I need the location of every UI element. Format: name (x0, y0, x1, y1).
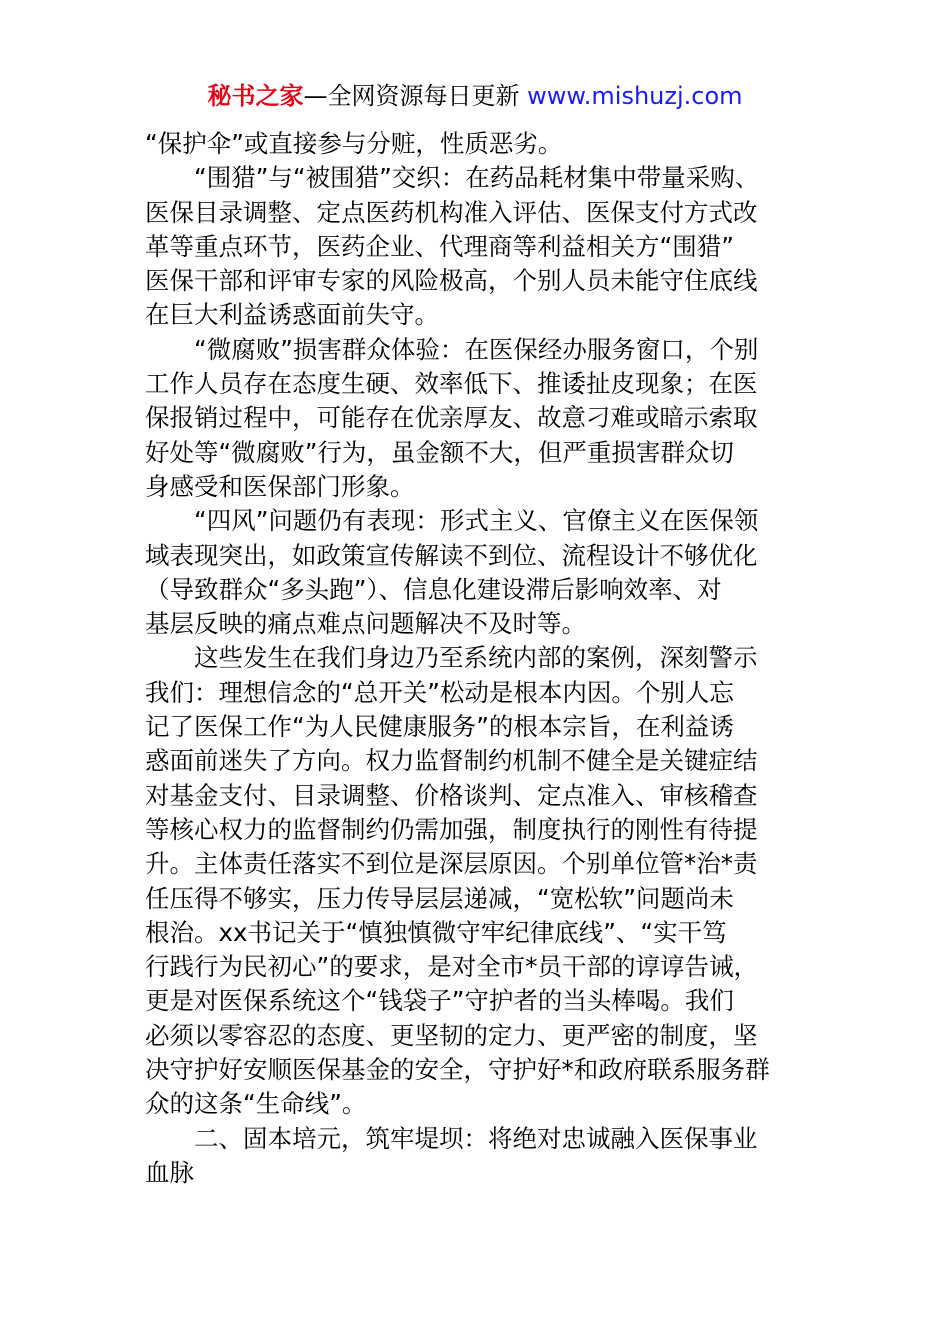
text-line: 决守护好安顺医保基金的安全，守护好*和政府联系服务群 (145, 1055, 770, 1085)
text-line: 身感受和医保部门形象。 (145, 471, 415, 501)
section-heading: 血脉 (145, 1157, 194, 1187)
text-line: 革等重点环节，医药企业、代理商等利益相关方“围猎” (145, 231, 734, 261)
text-line: 保报销过程中，可能存在优亲厚友、故意刁难或暗示索取 (145, 403, 758, 433)
text-line: 这些发生在我们身边乃至系统内部的案例，深刻警示 (145, 643, 758, 673)
text-line: 行践行为民初心”的要求，是对全市*员干部的谆谆告诫， (145, 952, 758, 982)
text-line: 惑面前迷失了方向。权力监督制约机制不健全是关键症结 (145, 746, 758, 776)
text-line: 医保目录调整、定点医药机构准入评估、医保支付方式改 (145, 197, 758, 227)
text-line: 根治。xx书记关于“慎独慎微守牢纪律底线”、“实干笃 (145, 917, 727, 947)
text-line: 医保干部和评审专家的风险极高，个别人员未能守住底线 (145, 266, 758, 296)
text-line: “四风”问题仍有表现：形式主义、官僚主义在医保领 (145, 506, 759, 536)
text-line: 工作人员存在态度生硬、效率低下、推诿扯皮现象；在医 (145, 369, 758, 399)
text-line: “围猎”与“被围猎”交织：在药品耗材集中带量采购、 (145, 163, 760, 193)
text-line: 必须以零容忍的态度、更坚韧的定力、更严密的制度，坚 (145, 1020, 758, 1050)
text-line: “保护伞”或直接参与分赃，性质恶劣。 (145, 129, 563, 158)
text-line: 基层反映的痛点难点问题解决不及时等。 (145, 609, 586, 639)
document-body (145, 127, 810, 1190)
text-line: 任压得不够实，压力传导层层递减，“宽松软”问题尚未 (145, 883, 734, 913)
site-header (0, 80, 950, 112)
text-line: 更是对医保系统这个“钱袋子”守护者的当头棒喝。我们 (145, 986, 734, 1016)
text-line: 记了医保工作“为人民健康服务”的根本宗旨，在利益诱 (145, 712, 734, 742)
text-line: 众的这条“生命线”。 (145, 1089, 367, 1119)
text-line: 在巨大利益诱惑面前失守。 (145, 300, 439, 330)
text-line: 对基金支付、目录调整、价格谈判、定点准入、审核稽查 (145, 780, 758, 810)
text-line: （导致群众“多头跑”）、信息化建设滞后影响效率、对 (145, 574, 722, 604)
text-line: 我们：理想信念的“总开关”松动是根本内因。个别人忘 (145, 677, 734, 707)
site-url-link[interactable]: www.mishuzj.com (527, 82, 743, 110)
text-line: 域表现突出，如政策宣传解读不到位、流程设计不够优化 (145, 540, 758, 570)
section-heading: 二、固本培元，筑牢堤坝：将绝对忠诚融入医保事业 (145, 1123, 758, 1153)
text-line: “微腐败”损害群众体验：在医保经办服务窗口，个别 (145, 334, 759, 364)
text-line: 好处等“微腐败”行为，虽金额不大，但严重损害群众切 (145, 437, 734, 467)
site-tagline: —全网资源每日更新 (303, 82, 528, 110)
text-line: 升。主体责任落实不到位是深层原因。个别单位管*治*责 (145, 849, 758, 879)
text-line: 等核心权力的监督制约仍需加强，制度执行的刚性有待提 (145, 814, 758, 844)
site-brand: 秘书之家 (207, 82, 304, 110)
